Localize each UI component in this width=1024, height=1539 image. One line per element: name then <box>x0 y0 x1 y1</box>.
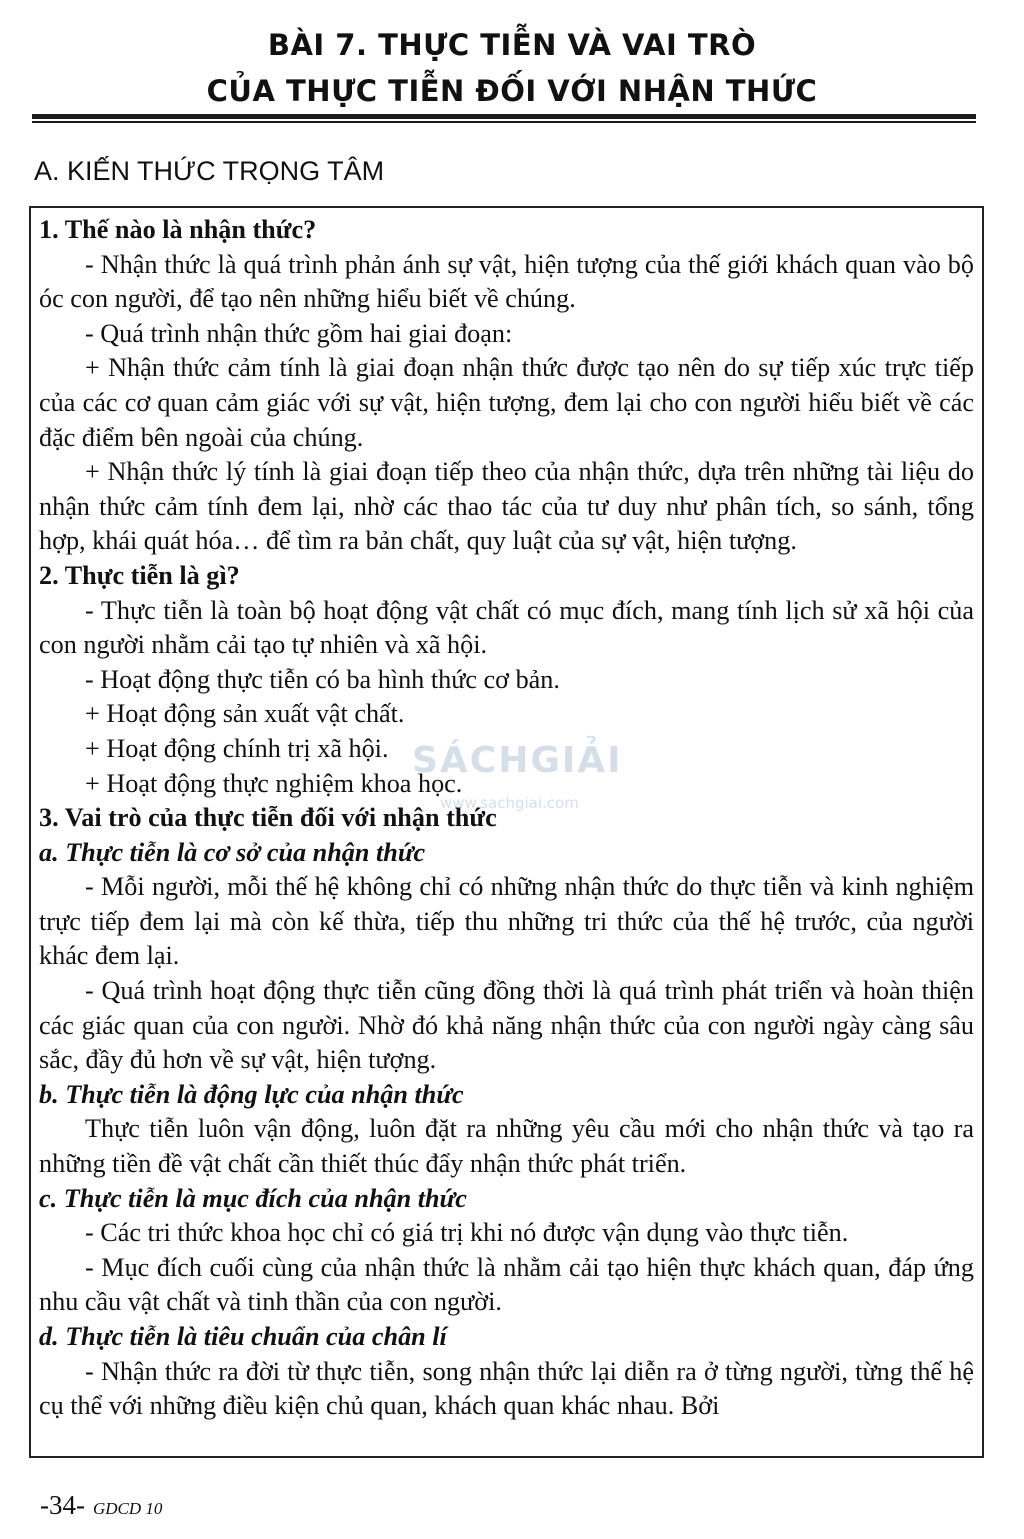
paragraph: - Mục đích cuối cùng của nhận thức là nhằm cải tạo hiện thực khách quan, đáp ứng nhu cầu vật chất và tinh thần của con người. <box>39 1252 974 1317</box>
lesson-title-line-1: BÀI 7. THỰC TIỄN VÀ VAI TRÒ <box>267 28 757 62</box>
content-body <box>31 208 982 1424</box>
section-heading: A. KIẾN THỨC TRỌNG TÂM <box>34 156 385 186</box>
book-name: GDCD 10 <box>92 1499 163 1518</box>
watermark-url: www.sachgiai.com <box>440 794 579 812</box>
subheading-3a: a. Thực tiễn là cơ sở của nhận thức <box>39 837 426 867</box>
paragraph: + Hoạt động chính trị xã hội. <box>85 733 389 763</box>
paragraph: - Các tri thức khoa học chỉ có giá trị khi nó được vận dụng vào thực tiễn. <box>85 1218 849 1248</box>
paragraph: - Thực tiễn là toàn bộ hoạt động vật chất có mục đích, mang tính lịch sử xã hội của con người nhằm cải tạo tự nhiên và xã hội. <box>39 595 974 660</box>
subheading-3b: b. Thực tiễn là động lực của nhận thức <box>39 1079 464 1109</box>
paragraph: - Nhận thức ra đời từ thực tiễn, song nhận thức lại diễn ra ở từng người, từng thế hệ cụ thể với những điều kiện chủ quan, khách quan khác nhau. Bởi <box>39 1356 974 1421</box>
heading-2: 2. Thực tiễn là gì? <box>39 560 240 590</box>
lesson-title <box>0 22 1024 114</box>
paragraph: - Quá trình nhận thức gồm hai giai đoạn: <box>85 318 513 348</box>
paragraph: + Nhận thức lý tính là giai đoạn tiếp theo của nhận thức, dựa trên những tài liệu do nhận thức cảm tính đem lại, nhờ các thao tác của tư duy như phân tích, so sánh, tổng hợp, khái quát hóa… để tìm ra bản chất, quy luật của sự vật, hiện tượng. <box>39 457 974 556</box>
paragraph: + Hoạt động thực nghiệm khoa học. <box>85 768 463 798</box>
paragraph: - Nhận thức là quá trình phản ánh sự vật, hiện tượng của thế giới khách quan vào bộ óc con người, để tạo nên những hiểu biết về chúng. <box>39 249 974 314</box>
paragraph: - Hoạt động thực tiễn có ba hình thức cơ bản. <box>85 664 560 694</box>
content-box <box>29 206 984 1458</box>
paragraph: + Nhận thức cảm tính là giai đoạn nhận thức được tạo nên do sự tiếp xúc trực tiếp của các cơ quan cảm giác với sự vật, hiện tượng, đem lại cho con người hiểu biết về các đặc điểm bên ngoài của chúng. <box>39 353 974 452</box>
watermark-brand: SÁCHGIẢI <box>412 740 623 781</box>
page-footer <box>40 1490 162 1521</box>
paragraph: - Quá trình hoạt động thực tiễn cũng đồng thời là quá trình phát triển và hoàn thiện các giác quan của con người. Nhờ đó khả năng nhận thức của con người ngày càng sâu sắc, đầy đủ hơn về sự vật, hiện tượng. <box>39 976 974 1075</box>
title-rule-thick <box>32 114 976 119</box>
paragraph: - Mỗi người, mỗi thế hệ không chỉ có những nhận thức do thực tiễn và kinh nghiệm trực tiếp đem lại mà còn kế thừa, tiếp thu những tri thức của thế hệ trước, của người khác đem lại. <box>39 872 974 971</box>
title-rule-thin <box>32 121 976 123</box>
subheading-3c: c. Thực tiễn là mục đích của nhận thức <box>39 1183 467 1213</box>
heading-3: 3. Vai trò của thực tiễn đối với nhận thức <box>39 803 497 833</box>
lesson-title-line-2: CỦA THỰC TIỄN ĐỐI VỚI NHẬN THỨC <box>206 74 818 108</box>
page-number: -34- <box>40 1490 85 1520</box>
heading-1: 1. Thế nào là nhận thức? <box>39 215 317 244</box>
paragraph: Thực tiễn luôn vận động, luôn đặt ra những yêu cầu mới cho nhận thức và tạo ra những tiền đề vật chất cần thiết thúc đẩy nhận thức phát triển. <box>39 1114 974 1179</box>
subheading-3d: d. Thực tiễn là tiêu chuẩn của chân lí <box>39 1322 447 1351</box>
paragraph: + Hoạt động sản xuất vật chất. <box>85 699 405 729</box>
